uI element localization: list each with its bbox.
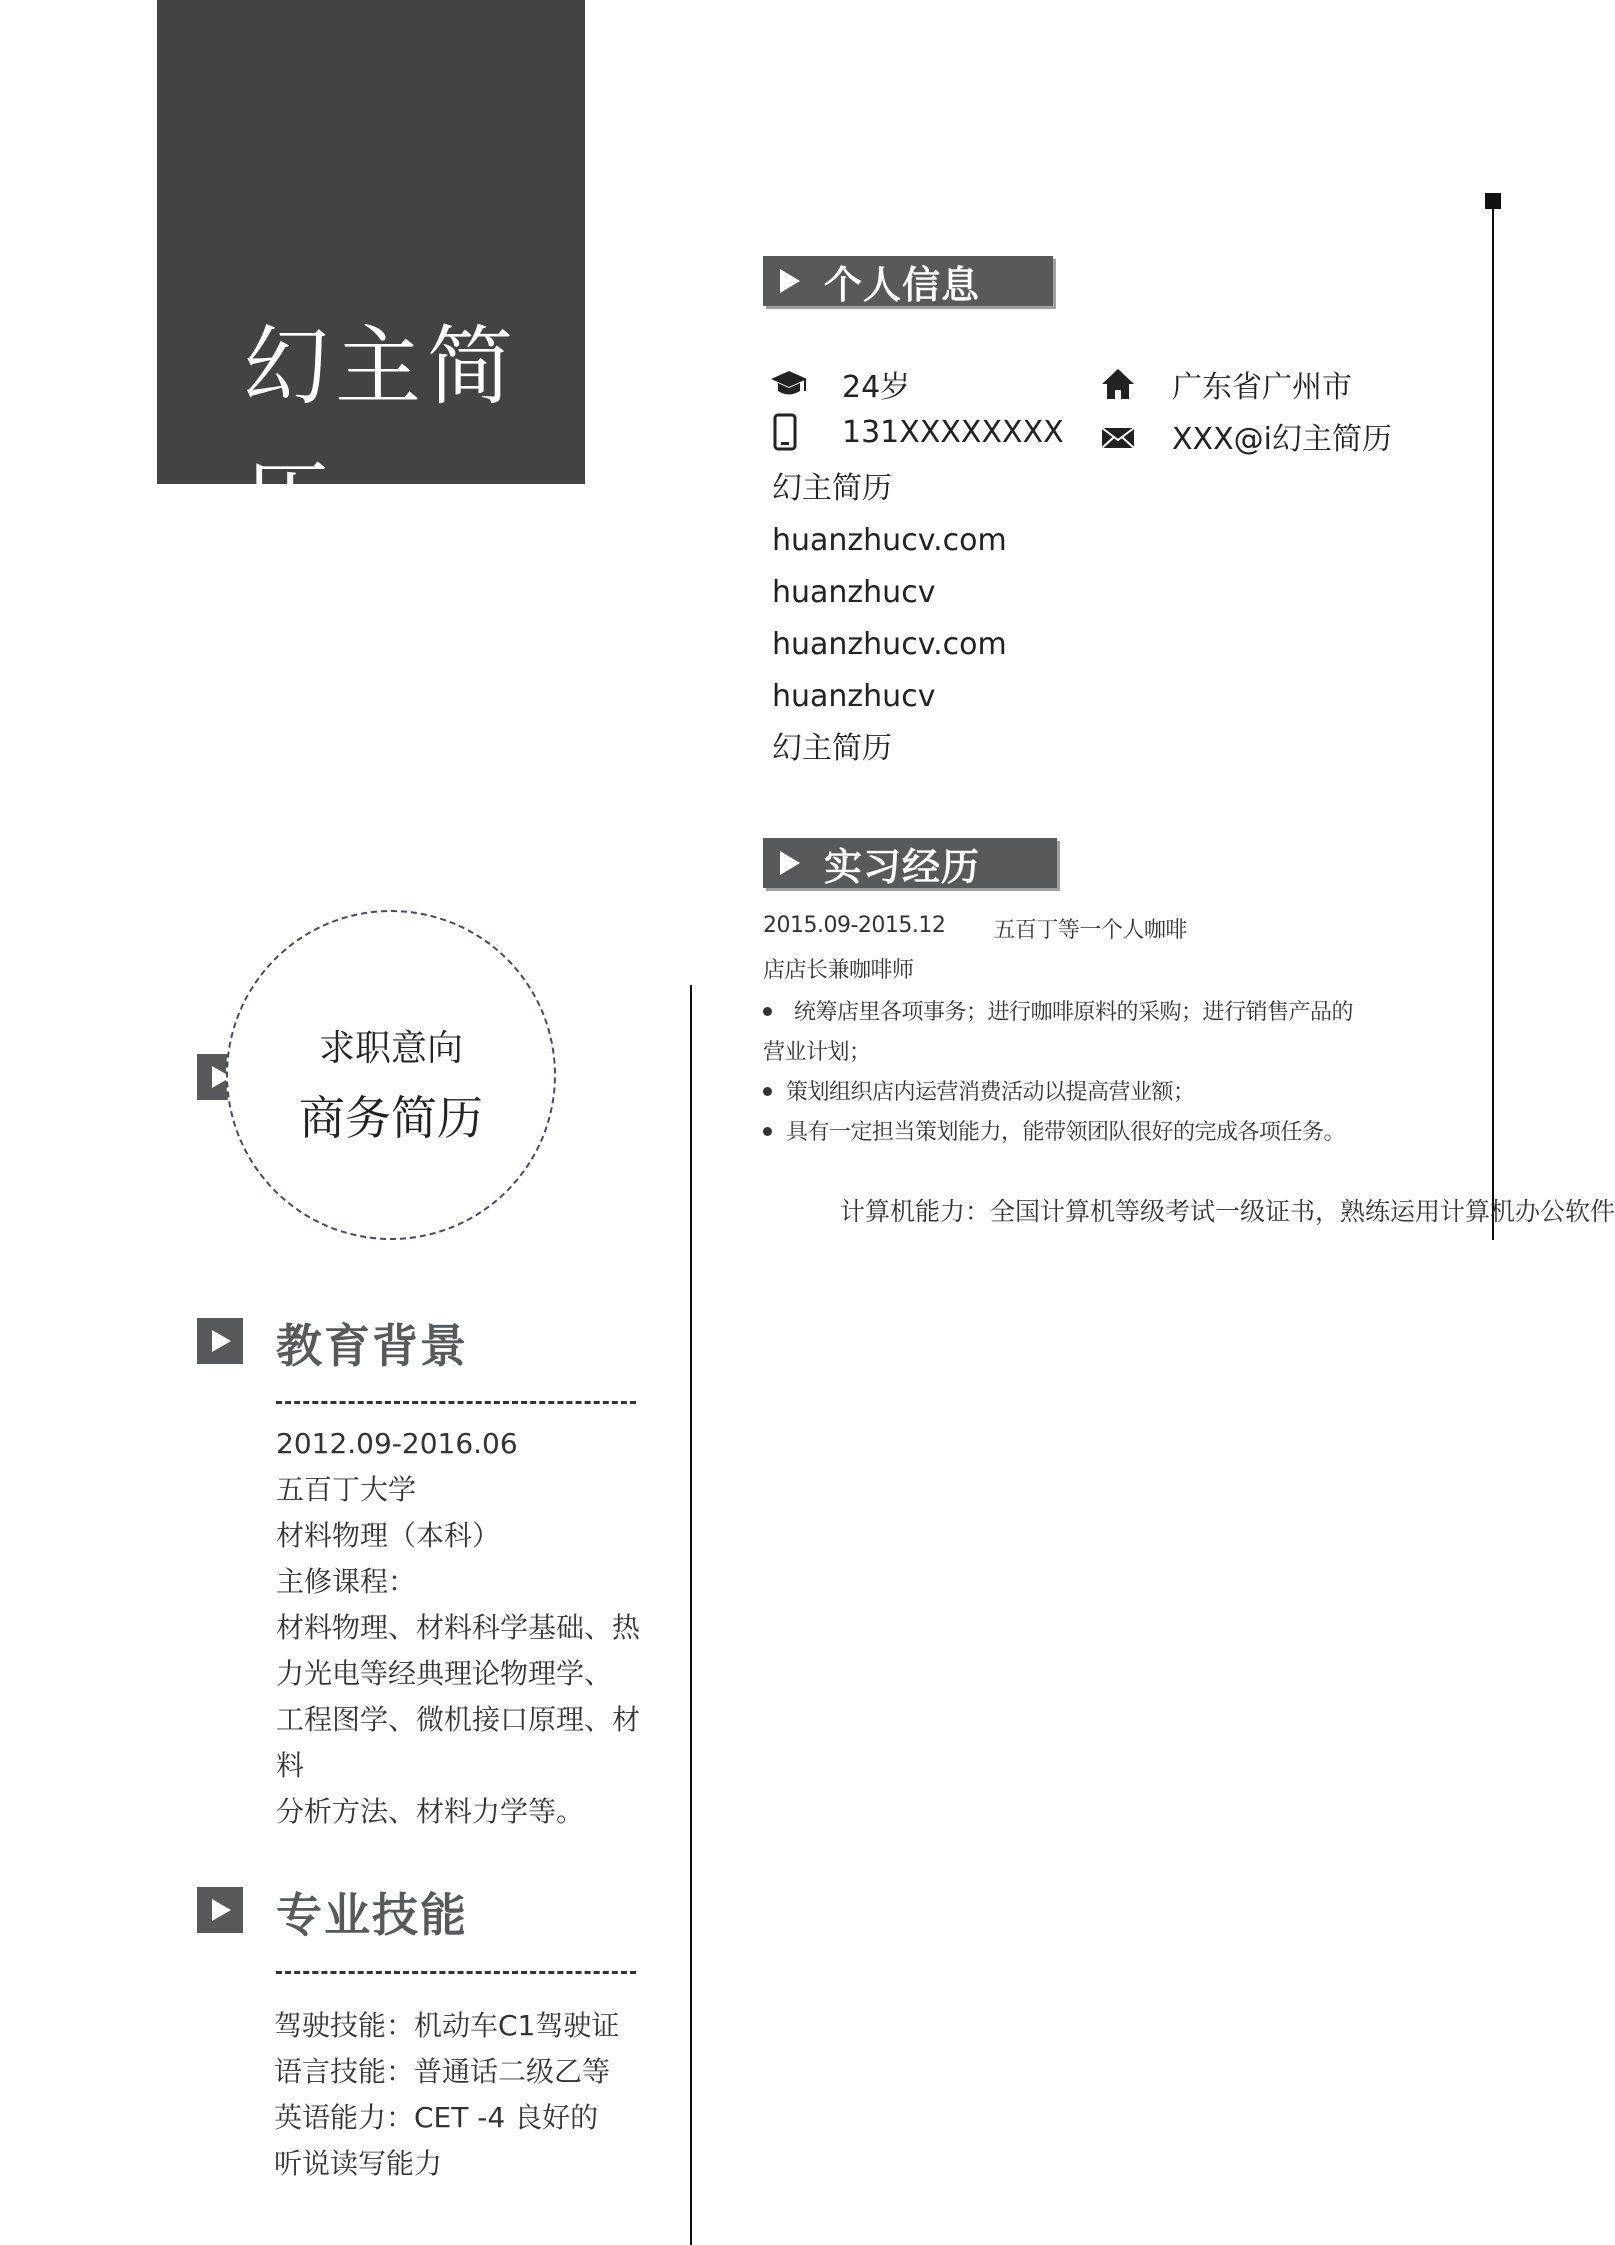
resume-title: 幻主简历 [243,317,519,552]
extra-line: huanzhucv.com [772,627,1007,662]
extra-line: 幻主简历 [772,471,892,506]
personal-info-heading [763,256,1053,306]
job-intent-label: 求职意向 [318,1028,463,1069]
skills-line: 听说读写能力 [274,2147,443,2180]
personal-info-heading-text: 个人信息 [824,262,981,307]
bullet-continuation: 营业计划； [763,1040,871,1065]
mobile-phone-icon [770,414,814,450]
education-triangle-icon [197,1318,243,1364]
bullet-item [763,993,1383,1033]
bullet-dot [763,1087,772,1096]
bullet-dot [763,1007,772,1016]
internship-heading-text: 实习经历 [824,844,981,889]
header-block [157,0,585,552]
email-item [1100,414,1392,458]
triangle-icon [780,269,800,293]
skills-line: 驾驶技能：机动车C1驾驶证 [274,2009,620,2042]
internship-company: 五百丁等一个人咖啡 [993,918,1187,943]
left-divider-line [690,985,692,2245]
internship-period-row [763,913,1187,944]
extra-line: huanzhucv.com [772,523,1007,558]
age-value: 24岁 [842,370,911,405]
skills-heading: 专业技能 [276,1888,468,1942]
internship-heading [763,838,1057,888]
education-heading: 教育背景 [276,1319,468,1373]
bullet-dot [763,1127,772,1136]
phone-item [770,414,1064,450]
extra-line: huanzhucv [772,679,936,714]
internship-bullets [763,993,1383,1153]
bullet-item [763,1113,1383,1153]
education-line: 主修课程： [276,1565,417,1598]
age-item [770,362,910,406]
bullet-item [763,1073,1383,1113]
education-line: 材料物理（本科） [276,1519,501,1552]
personal-extra-lines [772,463,1007,775]
skills-triangle-icon [197,1887,243,1933]
job-intent-circle [226,910,556,1240]
triangle-icon [780,851,800,875]
education-line: 材料物理、材料科学基础、热 [276,1611,641,1644]
education-divider [276,1401,636,1404]
internship-period: 2015.09-2015.12 [763,913,946,938]
education-line: 工程图学、微机接口原理、材料 [276,1703,641,1782]
bullet-text: 策划组织店内运营消费活动以提高营业额； [786,1080,1195,1105]
education-line: 五百丁大学 [276,1473,417,1506]
extra-line: huanzhucv [772,575,936,610]
location-item [1100,362,1352,406]
graduation-cap-icon [770,366,814,402]
skills-divider [276,1971,636,1974]
location-value: 广东省广州市 [1172,370,1352,405]
education-lines [276,1421,656,1835]
phone-value: 131XXXXXXXX [842,414,1064,450]
email-value: XXX@i幻主简历 [1172,422,1392,457]
skills-lines [274,2003,654,2187]
bullet-text: 统筹店里各项事务；进行咖啡原料的采购；进行销售产品的 [794,1000,1354,1025]
computer-skill: 计算机能力：全国计算机等级考试一级证书，熟练运用计算机办公软件 [840,1197,1615,1226]
skills-line: 英语能力：CET -4 良好的 [274,2101,599,2134]
education-line: 力光电等经典理论物理学、 [276,1657,613,1690]
home-icon [1100,366,1144,402]
job-intent-value: 商务简历 [299,1091,483,1145]
bullet-text: 具有一定担当策划能力，能带领团队很好的完成各项任务。 [786,1120,1346,1145]
right-divider-line [1492,200,1494,1240]
skills-line: 语言技能：普通话二级乙等 [274,2055,611,2088]
extra-line: 幻主简历 [772,731,892,766]
right-line-marker [1485,193,1501,209]
envelope-icon [1100,418,1144,454]
internship-role: 店店长兼咖啡师 [763,958,914,983]
education-line: 分析方法、材料力学等。 [276,1795,585,1828]
education-line: 2012.09-2016.06 [276,1427,518,1460]
